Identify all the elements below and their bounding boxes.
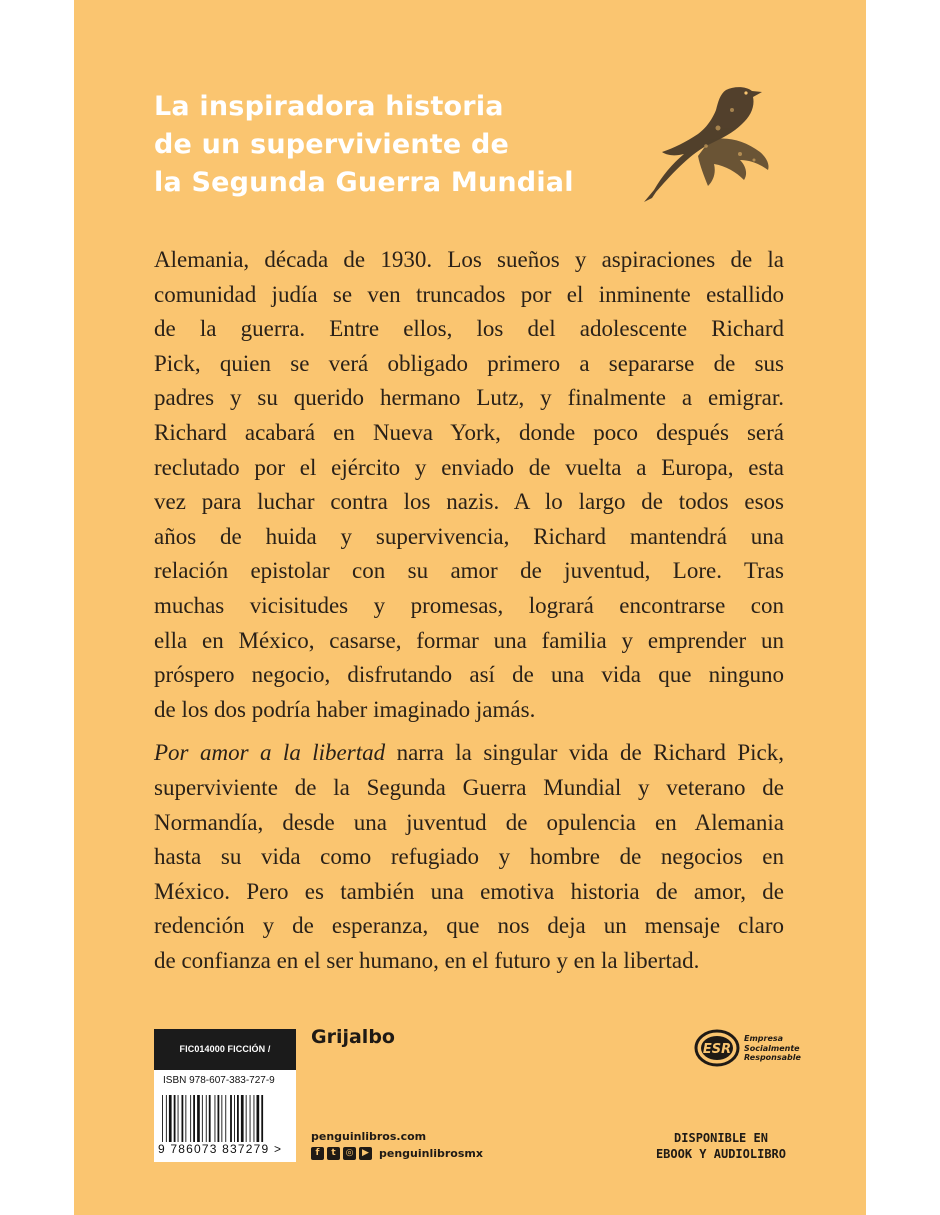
facebook-icon: f bbox=[311, 1147, 324, 1160]
text-line: padres y su querido hermano Lutz, y finalmente a emigrar. bbox=[154, 385, 784, 411]
barcode-bar bbox=[178, 1095, 179, 1147]
barcode-bar bbox=[241, 1095, 244, 1147]
barcode-bar bbox=[218, 1095, 220, 1147]
social-handle: penguinlibrosmx bbox=[379, 1147, 483, 1160]
barcode-bar bbox=[174, 1095, 176, 1147]
instagram-icon: ◎ bbox=[343, 1147, 356, 1160]
text-line: reclutado por el ejército y enviado de vuelta a Europa, esta bbox=[154, 454, 784, 480]
text-line-rest: narra la singular vida de Richard Pick, bbox=[385, 740, 785, 766]
book-title: Por amor a la libertad bbox=[154, 740, 386, 766]
barcode-bars bbox=[160, 1095, 290, 1147]
headline-line: de un superviviente de bbox=[154, 129, 510, 160]
availability-line: DISPONIBLE EN bbox=[674, 1131, 768, 1145]
barcode-bar bbox=[206, 1095, 207, 1147]
text-line: vez para luchar contra los nazis. A lo largo de todos esos bbox=[154, 489, 784, 515]
text-line: superviviente de la Segunda Guerra Mundial y veterano de bbox=[154, 774, 784, 800]
back-cover bbox=[74, 0, 866, 1215]
synopsis bbox=[154, 243, 784, 978]
twitter-icon: t bbox=[327, 1147, 340, 1160]
barcode-bar bbox=[169, 1095, 172, 1147]
text-line: ella en México, casarse, formar una familia y emprender un bbox=[154, 627, 784, 653]
headline bbox=[154, 88, 624, 202]
barcode-bar bbox=[250, 1095, 251, 1147]
youtube-icon: ▶ bbox=[359, 1147, 372, 1160]
barcode-bar bbox=[230, 1095, 232, 1147]
barcode-bar bbox=[162, 1095, 163, 1147]
barcode-bar bbox=[166, 1095, 167, 1147]
barcode-bar bbox=[190, 1095, 191, 1147]
text-line: Pick, quien se verá obligado primero a separarse de sus bbox=[154, 350, 784, 376]
headline-line: la Segunda Guerra Mundial bbox=[154, 167, 574, 198]
text-line: hasta su vida como refugiado y hombre de negocios en bbox=[154, 844, 784, 870]
social-links bbox=[311, 1147, 483, 1160]
publisher-logo: Grijalbo bbox=[311, 1026, 395, 1048]
synopsis-paragraph-2 bbox=[154, 736, 784, 978]
barcode-bar bbox=[221, 1095, 222, 1147]
headline-line: La inspiradora historia bbox=[154, 91, 504, 122]
barcode-bar bbox=[197, 1095, 200, 1147]
text-line: comunidad judía se ven truncados por el inminente estallido bbox=[154, 281, 784, 307]
esr-caption bbox=[744, 1034, 801, 1063]
text-line: de los dos podría haber imaginado jamás. bbox=[154, 696, 536, 722]
esr-line: Responsable bbox=[744, 1053, 801, 1062]
isbn-number: ISBN 978-607-383-727-9 bbox=[163, 1075, 275, 1086]
barcode-bar bbox=[261, 1095, 263, 1147]
barcode-bar bbox=[246, 1095, 247, 1147]
text-line: Alemania, década de 1930. Los sueños y aspiraciones de la bbox=[154, 247, 784, 272]
barcode-bar bbox=[234, 1095, 235, 1147]
barcode-bar bbox=[202, 1095, 203, 1147]
barcode-bar bbox=[215, 1095, 216, 1147]
availability-note bbox=[656, 1130, 786, 1162]
barcode-bar bbox=[193, 1095, 195, 1147]
barcode-bar bbox=[225, 1095, 226, 1147]
barcode-bar bbox=[209, 1095, 211, 1147]
barcode-digits: 9 786073 837279 > bbox=[158, 1142, 294, 1156]
text-line: México. Pero es también una emotiva historia de amor, de bbox=[154, 878, 784, 904]
barcode-bar bbox=[254, 1095, 255, 1147]
esr-line: Empresa bbox=[744, 1034, 784, 1043]
text-line: muchas vicisitudes y promesas, logrará encontrarse con bbox=[154, 592, 784, 618]
barcode-bar bbox=[237, 1095, 239, 1147]
synopsis-paragraph-1 bbox=[154, 243, 784, 727]
text-line: de confianza en el ser humano, en el futuro y en la libertad. bbox=[154, 947, 700, 973]
barcode-bar bbox=[185, 1095, 186, 1147]
text-line: redención y de esperanza, que nos deja un mensaje claro bbox=[154, 913, 784, 939]
text-line: Normandía, desde una juventud de opulencia en Alemania bbox=[154, 809, 784, 835]
text-line: relación epistolar con su amor de juventud, Lore. Tras bbox=[154, 558, 784, 584]
text-line bbox=[154, 736, 784, 771]
website: penguinlibros.com bbox=[311, 1130, 427, 1143]
category-code: FIC014000 FICCIÓN / HISTÓRICA bbox=[154, 1029, 296, 1070]
barcode-bar bbox=[182, 1095, 184, 1147]
barcode-bar bbox=[257, 1095, 260, 1147]
availability-line: EBOOK Y AUDIOLIBRO bbox=[655, 1147, 786, 1161]
esr-line: Socialmente bbox=[744, 1043, 800, 1053]
text-line: de la guerra. Entre ellos, los del adolescente Richard bbox=[154, 316, 784, 342]
text-line: años de huida y supervivencia, Richard mantendrá una bbox=[154, 523, 784, 549]
text-line: próspero negocio, disfrutando así de una vida que ninguno bbox=[154, 662, 784, 688]
barcode-label bbox=[154, 1029, 296, 1162]
esr-logo-text: ESR bbox=[702, 1042, 732, 1057]
bird-illustration bbox=[614, 80, 774, 210]
bird-eye bbox=[744, 91, 747, 94]
text-line: Richard acabará en Nueva York, donde poco después será bbox=[154, 419, 784, 445]
